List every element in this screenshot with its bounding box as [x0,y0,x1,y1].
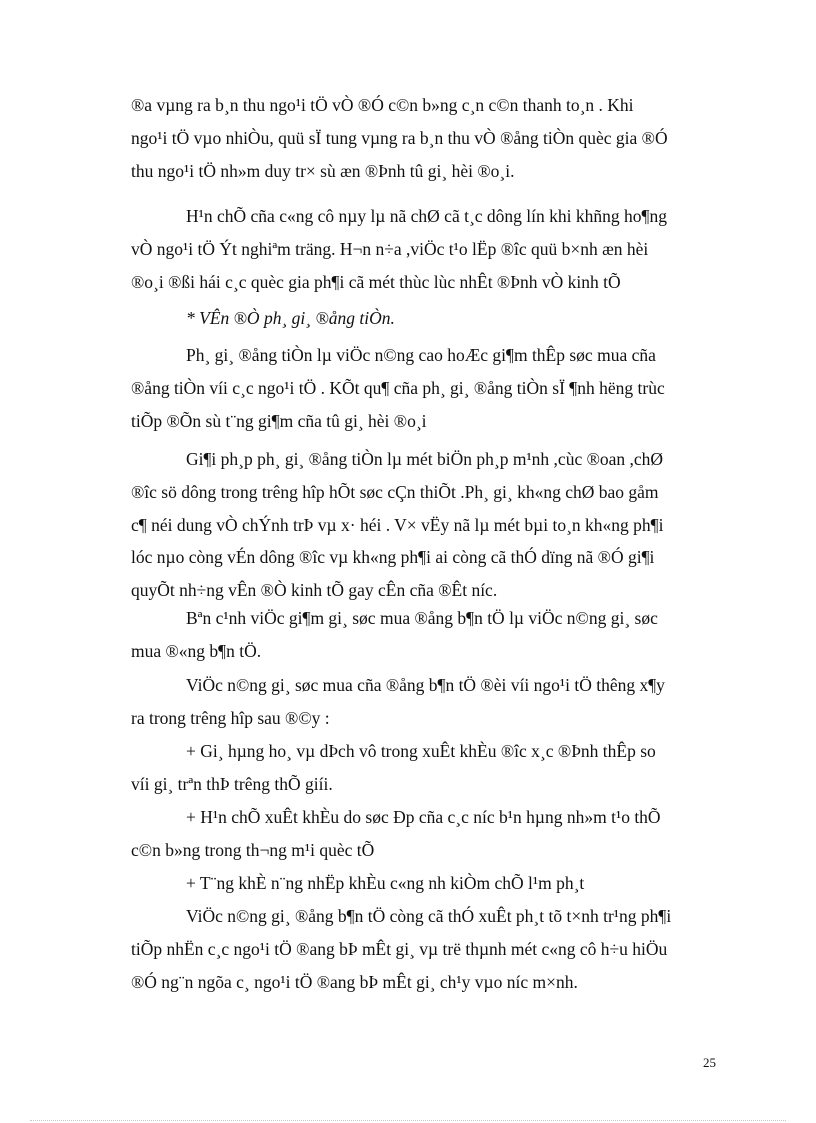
list-item: + T¨ng khÈ n¨ng nhËp khÈu c«ng nh kiÒm chÕ l¹m ph¸t [186,873,585,893]
text-line: ®Ó ng¨n ngõa c¸ ngo¹i tÖ ®ang bÞ mÊt gi¸ ch¹y vµo níc m×nh. [131,972,578,992]
text-line: Gi¶i ph¸p ph¸ gi¸ ®ång tiÒn lµ mét biÖn ph¸p m¹nh ,cùc ®oan ,chØ [186,449,664,469]
text-line: Bªn c¹nh viÖc gi¶m gi¸ søc mua ®ång b¶n tÖ lµ viÖc n©ng gi¸ søc [186,608,658,628]
list-item: + H¹n chÕ xuÊt khÈu do søc Ðp cña c¸c níc b¹n hµng nh»m t¹o thÕ [186,807,661,827]
text-line: Ph¸ gi¸ ®ång tiÒn lµ viÖc n©ng cao hoÆc gi¶m thÊp søc mua cña [186,345,656,365]
page-number: 25 [703,1055,716,1070]
text-line: lóc nµo còng vÉn dông ®îc vµ kh«ng ph¶i ai còng cã thÓ dïng nã ®Ó gi¶i [131,547,655,567]
text-line: tiÕp ®Õn sù t¨ng gi¶m cña tû gi¸ hèi ®o¸i [131,411,427,431]
text-line: ViÖc n©ng gi¸ søc mua cña ®ång b¶n tÖ ®èi víi ngo¹i tÖ thêng x¶y [186,675,665,695]
text-line: thu ngo¹i tÖ nh»m duy tr× sù æn ®Þnh tû gi¸ hèi ®o¸i. [131,161,515,181]
text-line: ®a vµng ra b¸n thu ngo¹i tÖ vÒ ®Ó c©n b»ng c¸n c©n thanh to¸n . Khi [131,95,634,115]
text-line: quyÕt nh÷ng vÊn ®Ò kinh tÕ gay cÊn cña ®Êt níc. [131,580,498,600]
text-line: ®o¸i ®ßi hái c¸c quèc gia ph¶i cã mét thùc lùc nhÊt ®Þnh vÒ kinh tÕ [131,272,621,292]
text-line: H¹n chÕ cña c«ng cô nµy lµ nã chØ cã t¸c dông lín khi khñng ho¶ng [186,206,667,226]
text-line: ®îc sö dông trong trêng hîp hÕt søc cÇn thiÕt .Ph¸ gi¸ kh«ng chØ bao gåm [131,482,659,502]
text-line: mua ®«ng b¶n tÖ. [131,641,262,661]
text-line: ®ång tiÒn víi c¸c ngo¹i tÖ . KÕt qu¶ cña ph¸ gi¸ ®ång tiÒn sÏ ¶nh hëng trùc [131,378,665,398]
text-line: ViÖc n©ng gi¸ ®ång b¶n tÖ còng cã thÓ xuÊt ph¸t tõ t×nh tr¹ng ph¶i [186,906,672,926]
text-line: ra trong trêng hîp sau ®©y : [131,708,330,728]
section-heading: * VÊn ®Ò ph¸ gi¸ ®ång tiÒn. [186,308,395,328]
page-bottom-divider [30,1120,786,1121]
text-line: ngo¹i tÖ vµo nhiÒu, quü sÏ tung vµng ra b¸n thu vÒ ®ång tiÒn quèc gia ®Ó [131,128,668,148]
text-line: víi gi¸ trªn thÞ trêng thÕ giíi. [131,774,333,794]
list-item: + Gi¸ hµng ho¸ vµ dÞch vô trong xuÊt khÈu ®îc x¸c ®Þnh thÊp so [186,741,656,761]
text-line: c©n b»ng trong th¬ng m¹i quèc tÕ [131,840,375,860]
text-line: vÒ ngo¹i tÖ Ýt nghiªm träng. H¬n n÷a ,viÖc t¹o lËp ®îc quü b×nh æn hèi [131,239,649,259]
text-line: tiÕp nhËn c¸c ngo¹i tÖ ®ang bÞ mÊt gi¸ vµ trë thµnh mét c«ng cô h÷u hiÖu [131,939,668,959]
text-line: c¶ néi dung vÒ chÝnh trÞ vµ x· héi . V× vËy nã lµ mét bµi to¸n kh«ng ph¶i [131,515,664,535]
